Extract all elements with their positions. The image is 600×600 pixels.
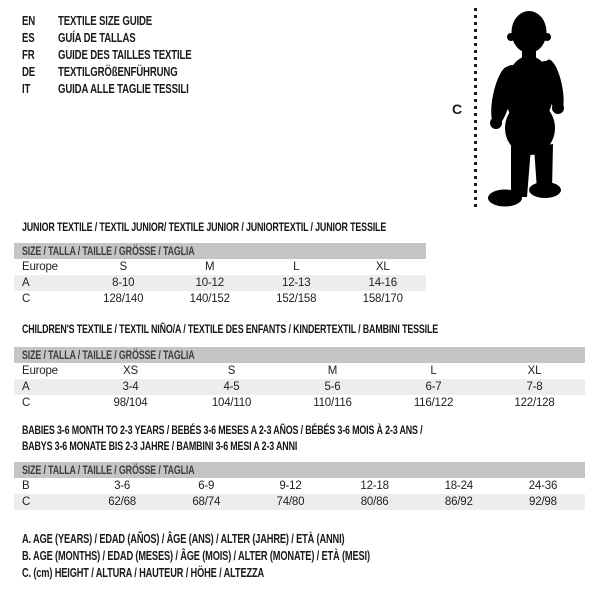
table-row [14, 494, 585, 510]
value-cell: 18-24 [444, 480, 473, 492]
table-row [14, 379, 585, 395]
value-cell: 128/140 [103, 293, 144, 305]
value-cell: S [119, 261, 127, 273]
language-code: IT [22, 81, 31, 96]
legend-line-text: A. AGE (YEARS) / EDAD (AÑOS) / ÂGE (ANS) / ALTER (JAHRE) / ETÀ (ANNI) [22, 532, 345, 546]
row-label-cell: C [22, 397, 31, 409]
value-cell: 24-36 [528, 480, 558, 492]
language-code: FR [22, 47, 35, 62]
value-cell: 116/122 [413, 397, 454, 409]
value-cell: 12-13 [282, 277, 311, 289]
row-label-cell: C [22, 496, 31, 508]
table-row [14, 363, 585, 379]
language-code: ES [22, 30, 35, 45]
value-cell: 68/74 [192, 496, 221, 508]
table-row [14, 478, 585, 494]
legend-line [22, 531, 492, 548]
children-size-table [14, 347, 585, 411]
value-cell: 86/92 [444, 496, 473, 508]
legend-line [22, 548, 492, 565]
value-cell: 62/68 [108, 496, 136, 508]
value-cell: 9-12 [279, 480, 302, 492]
table-row [14, 259, 426, 275]
legend-line-text: B. AGE (MONTHS) / EDAD (MESES) / ÂGE (MOIS) / ALTER (MONATE) / ETÀ (MESI) [22, 549, 370, 563]
value-cell: L [430, 365, 437, 377]
value-cell: XL [375, 261, 390, 273]
row-label-cell: Europe [22, 365, 58, 377]
legend-line-text: C. (cm) HEIGHT / ALTURA / HAUTEUR / HÖHE / ALTEZZA [22, 566, 265, 580]
value-cell: 140/152 [189, 293, 230, 305]
height-measure-label: C [452, 101, 463, 117]
value-cell: M [327, 365, 338, 377]
value-cell: M [205, 261, 215, 273]
babies-size-table [14, 462, 585, 510]
table-size-header-text: SIZE / TALLA / TAILLE / GRÖSSE / TAGLIA [22, 348, 195, 362]
table-size-header [14, 347, 585, 363]
language-row [22, 80, 238, 97]
row-label-cell: B [22, 480, 30, 492]
table-row [14, 395, 585, 411]
value-cell: 7-8 [526, 381, 543, 393]
table-row [14, 291, 426, 307]
table-size-header [14, 462, 585, 478]
language-row [22, 46, 238, 63]
language-title: GUIDE DES TAILLES TEXTILE [58, 47, 192, 62]
language-row [22, 63, 238, 80]
table-size-header-text: SIZE / TALLA / TAILLE / GRÖSSE / TAGLIA [22, 463, 195, 477]
language-list [22, 12, 238, 97]
section-title [22, 219, 588, 235]
language-row [22, 29, 238, 46]
value-cell: S [227, 365, 236, 377]
value-cell: 4-5 [223, 381, 240, 393]
value-cell: 80/86 [360, 496, 389, 508]
value-cell: L [293, 261, 300, 273]
value-cell: 8-10 [112, 277, 135, 289]
baby-silhouette-icon [486, 6, 566, 211]
height-dotted-line [474, 8, 477, 209]
value-cell: 3-4 [122, 381, 139, 393]
language-title: TEXTILGRÖßENFÜHRUNG [58, 64, 178, 79]
value-cell: XS [123, 365, 138, 377]
value-cell: 92/98 [529, 496, 557, 508]
value-cell: 12-18 [360, 480, 389, 492]
language-code: DE [22, 64, 36, 79]
table-row [14, 275, 426, 291]
value-cell: 3-6 [114, 480, 131, 492]
row-label-cell: A [22, 277, 30, 289]
section-title [22, 422, 588, 454]
row-label-cell: A [22, 381, 30, 393]
language-code: EN [22, 13, 36, 28]
section-title-line: JUNIOR TEXTILE / TEXTIL JUNIOR/ TEXTILE JUNIOR / JUNIORTEXTIL / JUNIOR TESSILE [22, 220, 387, 234]
value-cell: 110/116 [313, 397, 352, 409]
row-label-cell: Europe [22, 261, 58, 273]
value-cell: 5-6 [324, 381, 341, 393]
language-title: GUIDA ALLE TAGLIE TESSILI [58, 81, 189, 96]
value-cell: 98/104 [113, 397, 148, 409]
section-title-line: CHILDREN'S TEXTILE / TEXTIL NIÑO/A / TEXTILE DES ENFANTS / KINDERTEXTIL / BAMBINI TESSILE [22, 322, 439, 336]
section-babies-textile [22, 422, 588, 508]
language-row [22, 12, 238, 29]
measurement-legend [22, 531, 492, 582]
section-title-line: BABYS 3-6 MONATE BIS 2-3 JAHRE / BAMBINI 3-6 MESI A 2-3 ANNI [22, 439, 298, 453]
section-junior-textile [22, 219, 588, 305]
value-cell: 6-7 [425, 381, 442, 393]
legend-line [22, 565, 492, 582]
value-cell: 152/158 [276, 293, 317, 305]
value-cell: 122/128 [514, 397, 555, 409]
section-children-textile [22, 321, 588, 409]
value-cell: 158/170 [362, 293, 403, 305]
table-size-header-text: SIZE / TALLA / TAILLE / GRÖSSE / TAGLIA [22, 244, 195, 258]
junior-size-table [14, 243, 426, 307]
value-cell: 104/110 [211, 397, 252, 409]
language-title: TEXTILE SIZE GUIDE [58, 13, 153, 28]
value-cell: 14-16 [368, 277, 397, 289]
language-title: GUÍA DE TALLAS [58, 30, 136, 45]
value-cell: 74/80 [276, 496, 305, 508]
row-label-cell: C [22, 293, 31, 305]
table-size-header [14, 243, 426, 259]
value-cell: XL [527, 365, 542, 377]
value-cell: 10-12 [195, 277, 224, 289]
section-title-line: BABIES 3-6 MONTH TO 2-3 YEARS / BEBÉS 3-6 MESES A 2-3 AÑOS / BÉBÉS 3-6 MOIS À 2-3 ANS / [22, 423, 423, 437]
value-cell: 6-9 [198, 480, 215, 492]
section-title [22, 321, 588, 337]
